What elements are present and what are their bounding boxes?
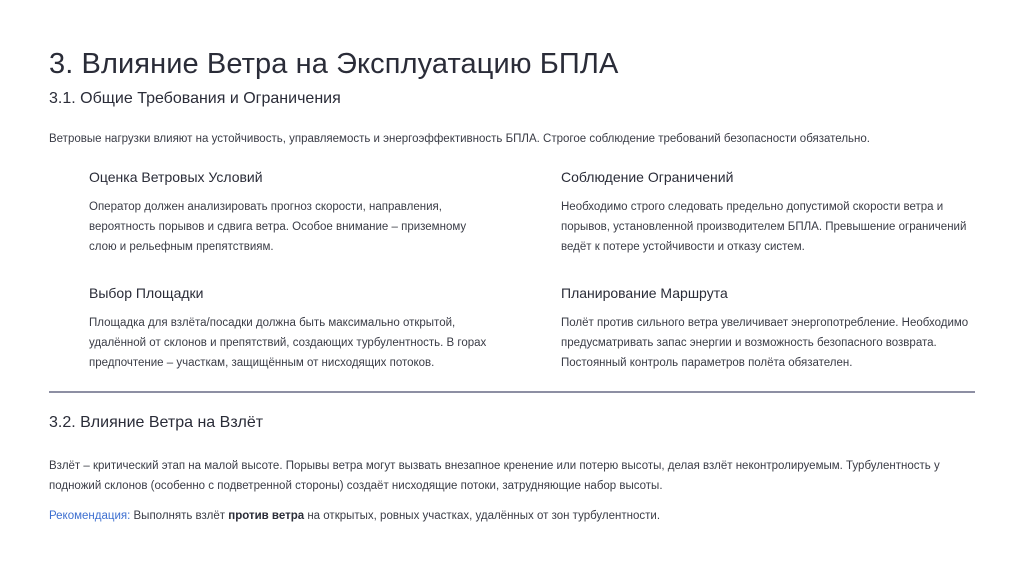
section-divider — [49, 391, 975, 393]
card-text: Площадка для взлёта/посадки должна быть максимально открытой, удалённой от склонов и препятствий, создающих турбулентность. В горах предпочтение – участкам, защищённым от нисходящих потоков. — [89, 317, 487, 369]
recommendation-label: Рекомендация: — [49, 510, 131, 522]
section-2-heading: 3.2. Влияние Ветра на Взлёт — [49, 414, 264, 431]
section-1-intro: Ветровые нагрузки влияют на устойчивость, управляемость и энергоэффективность БПЛА. Строгое соблюдение требований безопасности обязательно. — [49, 133, 870, 145]
card-route-planning — [561, 285, 981, 373]
card-title: Планирование Маршрута — [561, 285, 728, 301]
page-title: 3. Влияние Ветра на Эксплуатацию БПЛА — [49, 48, 619, 80]
card-title: Соблюдение Ограничений — [561, 169, 734, 185]
section-1-heading: 3.1. Общие Требования и Ограничения — [49, 90, 341, 107]
card-text: Полёт против сильного ветра увеличивает энергопотребление. Необходимо предусматривать запас энергии и возможность безопасного возврата. Постоянный контроль параметров полёта обязателен. — [561, 317, 969, 369]
section-2-text: Взлёт – критический этап на малой высоте. Порывы ветра могут вызвать внезапное кренение или потерю высоты, делая взлёт неконтролируемым. Турбулентность у подножий склонов (особенно с подветренной стороны) создаёт нисходящие потоки, затрудняющие набор высоты. — [49, 460, 940, 492]
card-title: Оценка Ветровых Условий — [89, 169, 263, 185]
card-site-selection — [89, 285, 499, 373]
card-wind-assessment — [89, 169, 489, 257]
card-text: Необходимо строго следовать предельно допустимой скорости ветра и порывов, установленной производителем БПЛА. Превышение ограничений ведёт к потере устойчивости и отказу систем. — [561, 201, 967, 253]
card-limits-compliance — [561, 169, 981, 257]
card-title: Выбор Площадки — [89, 285, 204, 301]
recommendation-emphasis: против ветра — [228, 510, 305, 522]
recommendation-text-after: на открытых, ровных участках, удалённых от зон турбулентности. — [304, 510, 661, 522]
recommendation — [49, 510, 660, 522]
card-text: Оператор должен анализировать прогноз скорости, направления, вероятность порывов и сдвига ветра. Особое внимание – приземному слою и рельефным препятствиям. — [89, 201, 467, 253]
recommendation-text-before: Выполнять взлёт — [130, 510, 229, 522]
